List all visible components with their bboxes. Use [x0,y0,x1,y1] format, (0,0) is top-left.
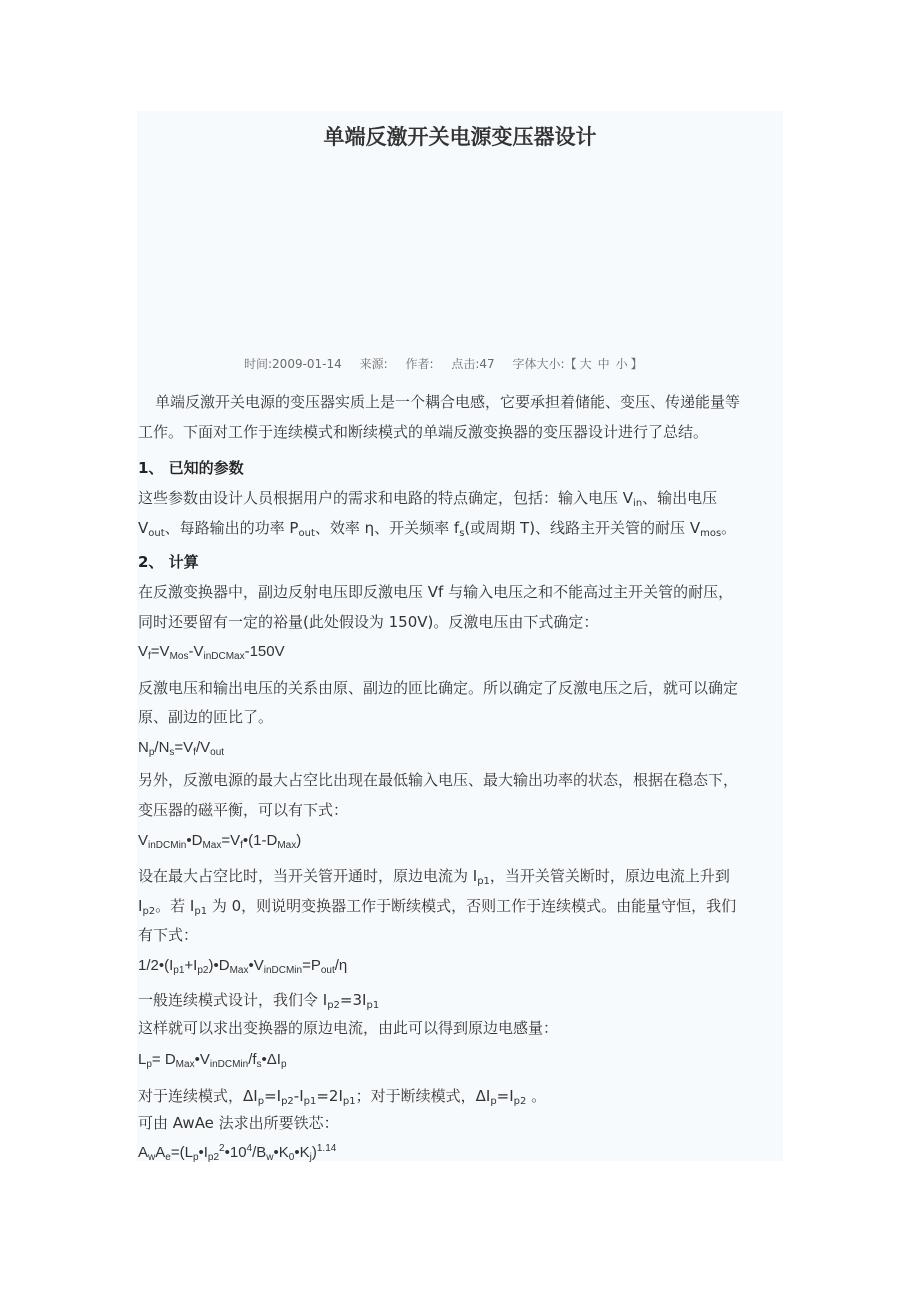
calc-line-1: 在反激变换器中，副边反射电压即反激电压 Vf 与输入电压之和不能高过主开关管的耐压， [138,583,734,601]
mode-line-3: 有下式： [138,926,199,944]
article-title: 单端反激开关电源变压器设计 [323,124,597,149]
duty-line-1: 另外，反激电源的最大占空比出现在最低输入电压、最大输出功率的状态，根据在稳态下， [138,771,739,789]
formula-turns-ratio: $N_p/N_s=V_f/V_{out}$ [138,739,225,758]
article-meta [244,355,643,372]
font-size-close: 】 [630,357,643,371]
section1-line-1: 这些参数由设计人员根据用户的需求和电路的特点确定，包括：输入电压 $V_{in}$、输出电压 [138,489,718,509]
ratio-line-1: 反激电压和输出电压的关系由原、副边的匝比确定。所以确定了反激电压之后，就可以确定 [138,679,739,697]
calc-line-2: 同时还要留有一定的裕量(此处假设为 150V)。反激电压由下式确定： [138,613,599,631]
lp-intro-line: 这样就可以求出变换器的原边电流，由此可以得到原边电感量： [138,1019,559,1037]
section1-heading: 1、 已知的参数 [138,459,244,477]
intro-line-2: 工作。下面对工作于连续模式和断续模式的单端反激变换器的变压器设计进行了总结。 [138,423,709,441]
intro-line-1: 单端反激开关电源的变压器实质上是一个耦合电感，它要承担着储能、变压、传递能量等 [155,393,741,411]
time-value: 2009-01-14 [272,357,342,371]
section1-line-2: $V_{out}$、每路输出的功率 $P_{out}$、效率 η、开关频率 $f_s$(或周期 T)、线路主开关管的耐压 $V_{mos}$。 [138,519,737,539]
delta-ip-dcm-text: ；对于断续模式， [355,1087,476,1105]
font-size-label: 字体大小:【 [512,357,577,371]
section2-heading: 2、 计算 [138,553,199,571]
ccm-text: 一般连续模式设计，我们令 I [138,991,328,1009]
duty-line-2: 变压器的磁平衡，可以有下式： [138,801,349,819]
font-size-small-link[interactable]: 小 [615,357,628,371]
author-label: 作者: [405,357,434,371]
font-size-large-link[interactable]: 大 [579,357,592,371]
delta-ip-ccm-text: 对于连续模式， [138,1087,244,1105]
formula-lp: $L_p=$ $D_{Max}•V_{inDCMin}/f_s•\Delta I_p$ [138,1051,287,1070]
mode-line-2: $I_{p2}$。若 $I_{p1}$ 为 0，则说明变换器工作于断续模式，否则工作于连续模式。由能量守恒，我们 [138,897,737,917]
source-label: 来源: [359,357,388,371]
font-size-medium-link[interactable]: 中 [597,357,610,371]
clicks-label: 点击: [451,357,480,371]
section1-line-1-text: 这些参数由设计人员根据用户的需求和电路的特点确定，包括：输入电压 V [138,489,634,507]
formula-awae: $A_wA_e=(L_p•I_{p2}^2•10^4/B_w•K_0•K_j)^{1.14}$ [138,1143,337,1163]
formula-energy: $1/2•(I_{p1}+I_{p2})•D_{Max}•V_{inDCMin}=P_{out}/\eta$ [138,957,348,976]
time-label: 时间: [244,357,273,371]
awae-intro-line: 可由 AwAe 法求出所要铁芯： [138,1114,339,1132]
delta-ip-line: 对于连续模式，$\Delta I_p=I_{p2}-I_{p1}=2I_{p1}$；对于断续模式，$\Delta I_p=I_{p2}$ 。 [138,1087,547,1107]
clicks-value: 47 [479,357,495,371]
formula-vf: $V_f=V_{Mos}-V_{inDCMax}-150V$ [138,643,285,662]
formula-duty: $V_{inDCMin}•D_{Max}=V_f•(1-D_{Max})$ [138,832,302,851]
ccm-line: 一般连续模式设计，我们令 $I_{p2}=3I_{p1}$ [138,991,380,1011]
section1-line-1-suffix: 、输出电压 [642,489,718,507]
ratio-line-2: 原、副边的匝比了。 [138,708,274,726]
mode-line-1: 设在最大占空比时，当开关管开通时，原边电流为 $I_{p1}$，当开关管关断时，原边电流上升到 [138,867,730,887]
